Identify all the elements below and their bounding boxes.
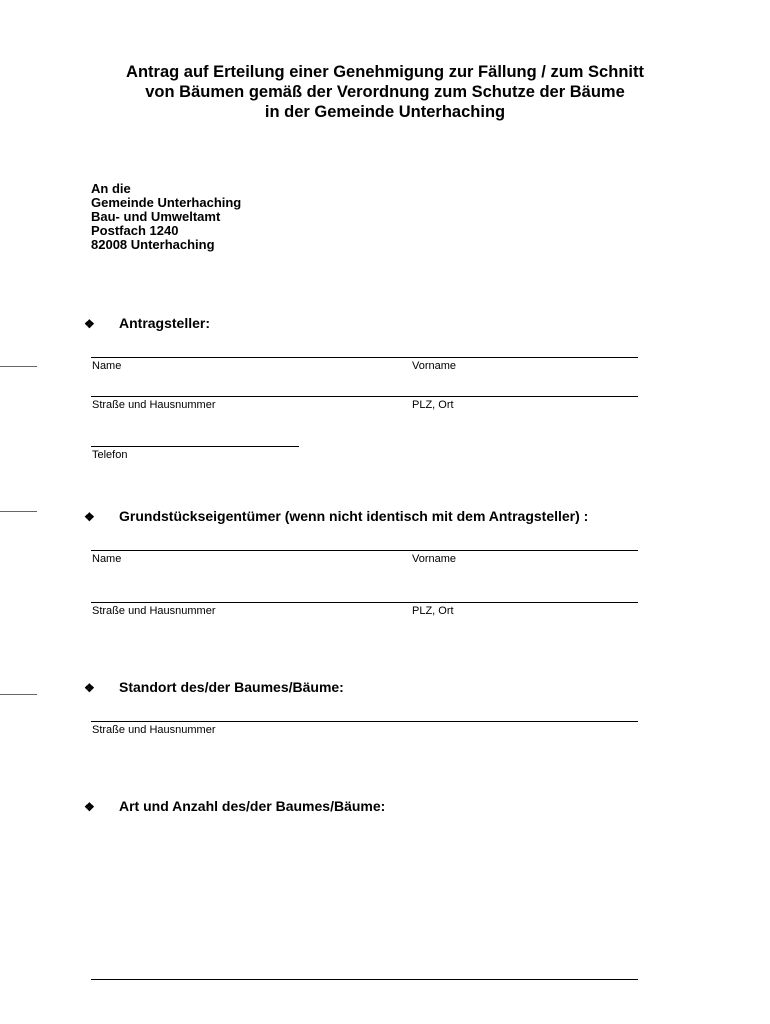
title-line-2: von Bäumen gemäß der Verordnung zum Schutze der Bäume [145, 83, 625, 101]
applicant-firstname-label: Vorname [412, 360, 457, 372]
fold-mark-3 [0, 694, 37, 695]
section-owner-heading [84, 508, 588, 525]
fold-mark-2 [0, 511, 37, 512]
section-type-title: Art und Anzahl des/der Baumes/Bäume: [119, 798, 386, 814]
owner-name-field[interactable] [91, 550, 638, 551]
applicant-street-label: Straße und Hausnummer [92, 399, 216, 411]
diamond-bullet-icon: ❖ [84, 800, 95, 814]
owner-firstname-label: Vorname [412, 553, 457, 565]
diamond-bullet-icon: ❖ [84, 317, 95, 331]
type-description-field[interactable] [91, 979, 638, 980]
owner-street-field[interactable] [91, 602, 638, 603]
section-location-heading [84, 679, 344, 696]
owner-name-label: Name [92, 553, 122, 565]
applicant-phone-label: Telefon [92, 449, 128, 461]
applicant-name-label: Name [92, 360, 122, 372]
address-line-4: Postfach 1240 [91, 223, 179, 238]
section-owner-title: Grundstückseigentümer (wenn nicht identisch mit dem Antragsteller) : [119, 508, 589, 524]
form-title [0, 62, 770, 122]
address-line-2: Gemeinde Unterhaching [91, 195, 242, 210]
title-line-3: in der Gemeinde Unterhaching [264, 103, 506, 121]
title-line-1: Antrag auf Erteilung einer Genehmigung zur Fällung / zum Schnitt [126, 63, 644, 81]
owner-street-label: Straße und Hausnummer [92, 605, 216, 617]
section-type-heading [84, 798, 385, 815]
fold-mark-1 [0, 366, 37, 367]
diamond-bullet-icon: ❖ [84, 681, 95, 695]
location-street-label: Straße und Hausnummer [92, 724, 216, 736]
recipient-address [91, 182, 241, 252]
applicant-street-field[interactable] [91, 396, 638, 397]
applicant-zip-label: PLZ, Ort [412, 399, 454, 411]
location-street-field[interactable] [91, 721, 638, 722]
section-applicant-heading [84, 315, 210, 332]
owner-zip-label: PLZ, Ort [412, 605, 454, 617]
applicant-name-field[interactable] [91, 357, 638, 358]
diamond-bullet-icon: ❖ [84, 510, 95, 524]
address-line-1: An die [91, 181, 131, 196]
address-line-5: 82008 Unterhaching [91, 237, 215, 252]
section-location-title: Standort des/der Baumes/Bäume: [119, 679, 344, 695]
address-line-3: Bau- und Umweltamt [91, 209, 221, 224]
applicant-phone-field[interactable] [91, 446, 299, 447]
section-applicant-title: Antragsteller: [119, 315, 211, 331]
